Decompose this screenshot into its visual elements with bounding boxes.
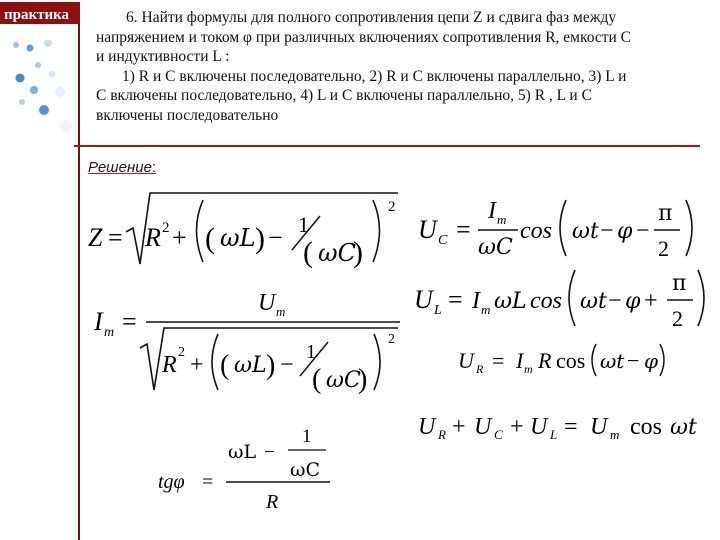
svg-text:R: R <box>538 348 552 373</box>
svg-text:2: 2 <box>388 332 395 347</box>
svg-text:ωC: ωC <box>290 459 321 481</box>
svg-text:U: U <box>418 414 436 440</box>
svg-text:m: m <box>481 302 491 317</box>
svg-text:(: ( <box>303 236 313 269</box>
svg-text:=: = <box>122 307 137 336</box>
svg-text:C: C <box>438 233 448 248</box>
svg-text:φ: φ <box>644 349 659 373</box>
svg-text:tgφ: tgφ <box>158 471 185 493</box>
svg-text:ωL: ωL <box>234 353 267 378</box>
formula-voltage-capacitor <box>418 198 692 261</box>
svg-text:=: = <box>564 414 578 440</box>
formula-phase-tangent <box>158 426 330 513</box>
svg-text:I: I <box>516 348 524 373</box>
svg-text:U: U <box>590 414 608 440</box>
svg-text:2: 2 <box>658 236 669 261</box>
svg-text:R: R <box>266 491 279 513</box>
task-line-5: С включены последовательно, 4) L и С включены параллельно, 5) R , L и С <box>96 87 592 104</box>
svg-text:−: − <box>600 218 614 244</box>
svg-text:−: − <box>608 288 622 314</box>
svg-text:m: m <box>497 212 507 227</box>
svg-text:U: U <box>530 414 548 440</box>
solution-label: Решение <box>88 159 152 176</box>
svg-text:U: U <box>258 290 276 316</box>
svg-text:U: U <box>414 285 433 314</box>
svg-text:m: m <box>610 427 620 442</box>
svg-text:ωL: ωL <box>220 224 256 252</box>
svg-text:ωL: ωL <box>494 289 527 314</box>
svg-text:−: − <box>280 352 294 378</box>
svg-text:Z: Z <box>88 223 103 252</box>
solution-colon: : <box>151 159 157 176</box>
svg-text:2: 2 <box>388 199 396 215</box>
svg-text:+: + <box>190 352 204 378</box>
task-line-2: напряжением и током φ при различных включениях сопротивления R, емкости C <box>96 28 632 46</box>
svg-text:ωt: ωt <box>572 219 599 244</box>
svg-text:C: C <box>494 427 503 442</box>
svg-text:cos: cos <box>520 218 552 244</box>
svg-text:ωL: ωL <box>228 441 257 463</box>
svg-text:+: + <box>644 288 658 314</box>
svg-text:1: 1 <box>298 212 309 237</box>
svg-text:cos: cos <box>630 414 662 440</box>
svg-text:2: 2 <box>162 220 170 236</box>
svg-text:−: − <box>627 348 640 373</box>
sidebar-label: практика <box>4 7 70 23</box>
svg-text:(: ( <box>220 350 230 381</box>
svg-text:U: U <box>458 348 474 373</box>
svg-text:): ) <box>255 222 265 255</box>
svg-text:φ: φ <box>617 219 633 244</box>
svg-text:R: R <box>162 352 177 378</box>
svg-text:+: + <box>510 414 524 440</box>
svg-text:−: − <box>268 223 283 252</box>
svg-text:): ) <box>266 350 276 381</box>
svg-text:−: − <box>264 442 275 463</box>
svg-text:m: m <box>104 325 115 340</box>
svg-text:(: ( <box>312 364 322 395</box>
svg-text:=: = <box>202 471 214 493</box>
formula-voltage-inductor <box>414 270 704 331</box>
svg-text:ωt: ωt <box>670 415 697 440</box>
svg-text:cos: cos <box>530 288 562 314</box>
svg-text:m: m <box>524 362 533 376</box>
svg-text:): ) <box>358 364 368 395</box>
formula-voltage-sum <box>418 414 697 442</box>
svg-text:1: 1 <box>306 341 316 363</box>
formula-current-amplitude <box>93 290 400 395</box>
svg-text:1: 1 <box>302 426 312 447</box>
svg-text:U: U <box>418 215 437 244</box>
svg-text:π: π <box>658 201 673 226</box>
svg-text:ωt: ωt <box>580 289 607 314</box>
svg-text:−: − <box>636 218 650 244</box>
svg-text:=: = <box>448 285 463 314</box>
svg-text:π: π <box>672 271 687 296</box>
svg-text:L: L <box>550 427 558 442</box>
svg-text:=: = <box>108 223 123 252</box>
svg-text:m: m <box>276 304 286 319</box>
svg-text:=: = <box>492 348 505 373</box>
formula-impedance <box>88 193 398 269</box>
task-line-3: и индуктивности L : <box>96 48 230 65</box>
svg-text:R: R <box>476 362 484 376</box>
svg-text:cos: cos <box>556 348 586 373</box>
svg-text:ωC: ωC <box>478 235 513 260</box>
task-line-4: 1) R и С включены последовательно, 2) R и С включены параллельно, 3) L и <box>122 67 627 85</box>
svg-text:2: 2 <box>672 306 683 331</box>
svg-text:I: I <box>488 198 496 224</box>
svg-text:(: ( <box>205 222 215 255</box>
svg-text:R: R <box>438 427 446 442</box>
svg-text:+: + <box>172 223 187 252</box>
svg-text:=: = <box>456 215 471 244</box>
svg-text:ωt: ωt <box>600 349 625 373</box>
svg-text:R: R <box>145 223 161 252</box>
task-line-6: включены последовательно <box>96 106 279 124</box>
task-line-1: 6. Найти формулы для полного сопротивления цепи Z и сдвига фаз между <box>126 9 617 26</box>
svg-text:I: I <box>94 307 103 336</box>
formula-voltage-resistor <box>458 344 664 376</box>
svg-text:): ) <box>353 236 363 269</box>
svg-text:U: U <box>474 414 492 440</box>
svg-text:I: I <box>472 288 480 314</box>
svg-text:φ: φ <box>625 289 641 314</box>
svg-text:ωC: ωC <box>326 368 361 393</box>
svg-text:+: + <box>452 414 466 440</box>
svg-text:2: 2 <box>178 345 185 360</box>
svg-text:ωC: ωC <box>318 239 356 267</box>
svg-text:L: L <box>434 303 442 318</box>
